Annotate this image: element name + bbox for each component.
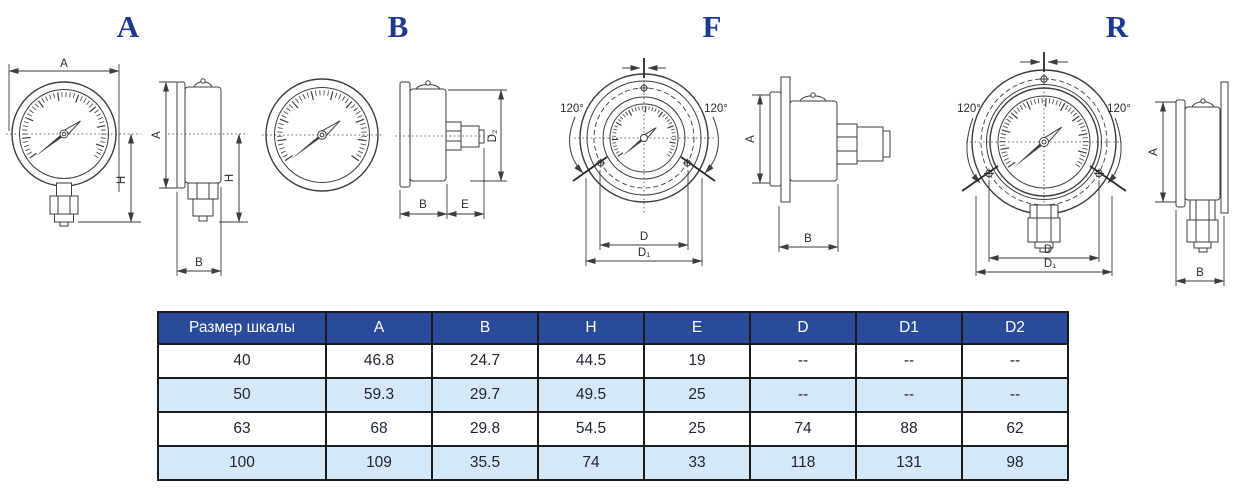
dim-label-angle: 120° [1107, 103, 1131, 115]
dim-label-b: B [804, 233, 812, 245]
dim-a-side [151, 82, 177, 188]
section-a [6, 9, 248, 276]
table-cell: 88 [856, 412, 962, 446]
table-cell: 40 [158, 344, 326, 378]
gauge-tick-marks [22, 92, 106, 158]
bolt-holes [596, 84, 692, 168]
table-cell: 49.5 [538, 378, 644, 412]
back-flange-plate [1221, 82, 1228, 213]
table-cell: 54.5 [538, 412, 644, 446]
type-f-front-view [560, 58, 728, 266]
table-cell: 118 [750, 446, 856, 480]
dim-flange-thickness [622, 58, 666, 78]
type-f-side-view [745, 77, 890, 252]
section-r-letter: R [1105, 9, 1129, 44]
table-cell: 98 [962, 446, 1068, 480]
gauge-needle [291, 134, 323, 160]
table-cell: 24.7 [432, 344, 538, 378]
dim-h-side [219, 134, 248, 222]
header-b: B [432, 312, 538, 344]
section-a-letter: A [116, 9, 140, 44]
header-d: D [750, 312, 856, 344]
table-cell: 25 [644, 412, 750, 446]
dimensions-table [157, 311, 1069, 481]
dim-label-a: A [151, 131, 163, 139]
table-header-row [158, 312, 1068, 344]
table-cell: 100 [158, 446, 326, 480]
table-cell: 63 [158, 412, 326, 446]
gauge-hub [1040, 138, 1049, 147]
table-cell: 44.5 [538, 344, 644, 378]
section-f-letter: F [702, 9, 722, 44]
table-row-50 [158, 378, 1068, 412]
table-cell: 62 [962, 412, 1068, 446]
gauge-hub [641, 135, 648, 142]
header-scale-size: Размер шкалы [158, 312, 326, 344]
header-a: A [326, 312, 432, 344]
back-connection-stub [461, 126, 479, 147]
table-cell: 29.7 [432, 378, 538, 412]
dim-h-height [78, 134, 141, 222]
type-b-front-view [262, 79, 382, 191]
dim-label-d: D [1043, 244, 1053, 256]
section-f [560, 9, 890, 266]
dim-label-b: B [195, 257, 203, 269]
dim-label-b: B [1196, 267, 1204, 279]
type-r-front-view [957, 52, 1131, 276]
header-h: H [538, 312, 644, 344]
dim-label-d2: D₂ [487, 129, 499, 143]
table-cell: -- [856, 344, 962, 378]
gauge-hub [318, 131, 327, 140]
table-cell: -- [750, 344, 856, 378]
dim-label-d: D [639, 231, 649, 243]
table-cell: 74 [750, 412, 856, 446]
back-connection-stub [857, 127, 883, 161]
gauge-tick-marks [277, 90, 367, 161]
section-b [262, 9, 507, 219]
type-a-front-view [6, 58, 141, 226]
dim-label-d1: D₁ [1043, 258, 1057, 270]
table-cell: 19 [644, 344, 750, 378]
table-cell: -- [856, 378, 962, 412]
table-cell: -- [962, 344, 1068, 378]
table-row-63 [158, 412, 1068, 446]
dim-a-side [1148, 102, 1176, 202]
dim-label-a: A [60, 58, 68, 70]
dim-label-h: H [224, 173, 236, 183]
bottom-connection [50, 183, 78, 226]
table-row-40 [158, 344, 1068, 378]
table-cell: 59.3 [326, 378, 432, 412]
dim-a-side [745, 95, 770, 183]
table-cell: 33 [644, 446, 750, 480]
table-cell: 46.8 [326, 344, 432, 378]
table-cell: 50 [158, 378, 326, 412]
dim-label-a: A [1148, 148, 1160, 156]
dim-a-width [9, 58, 119, 192]
type-b-side-view [395, 81, 507, 219]
table-cell: 29.8 [432, 412, 538, 446]
gauge-hub [60, 130, 68, 138]
section-b-letter: B [387, 9, 409, 44]
table-row-100 [158, 446, 1068, 480]
dim-label-e: E [461, 199, 469, 211]
dim-label-h: H [116, 175, 128, 185]
table-cell: 109 [326, 446, 432, 480]
type-r-side-view [1148, 82, 1228, 286]
dim-label-angle: 120° [957, 103, 981, 115]
table-cell: 74 [538, 446, 644, 480]
table-cell: 25 [644, 378, 750, 412]
panel-plate [781, 77, 790, 202]
dim-label-a: A [745, 135, 757, 143]
dim-label-angle: 120° [704, 103, 728, 115]
header-e: E [644, 312, 750, 344]
type-a-side-view [151, 79, 248, 276]
dim-flange-thickness [1020, 52, 1068, 72]
dim-label-d1: D₁ [637, 247, 651, 259]
dim-label-angle: 120° [560, 103, 584, 115]
dim-label-b: B [419, 199, 427, 211]
table-cell: 131 [856, 446, 962, 480]
table-cell: 68 [326, 412, 432, 446]
section-r [957, 9, 1228, 286]
table-cell: -- [750, 378, 856, 412]
header-d2: D2 [962, 312, 1068, 344]
table-cell: -- [962, 378, 1068, 412]
header-d1: D1 [856, 312, 962, 344]
table-cell: 35.5 [432, 446, 538, 480]
